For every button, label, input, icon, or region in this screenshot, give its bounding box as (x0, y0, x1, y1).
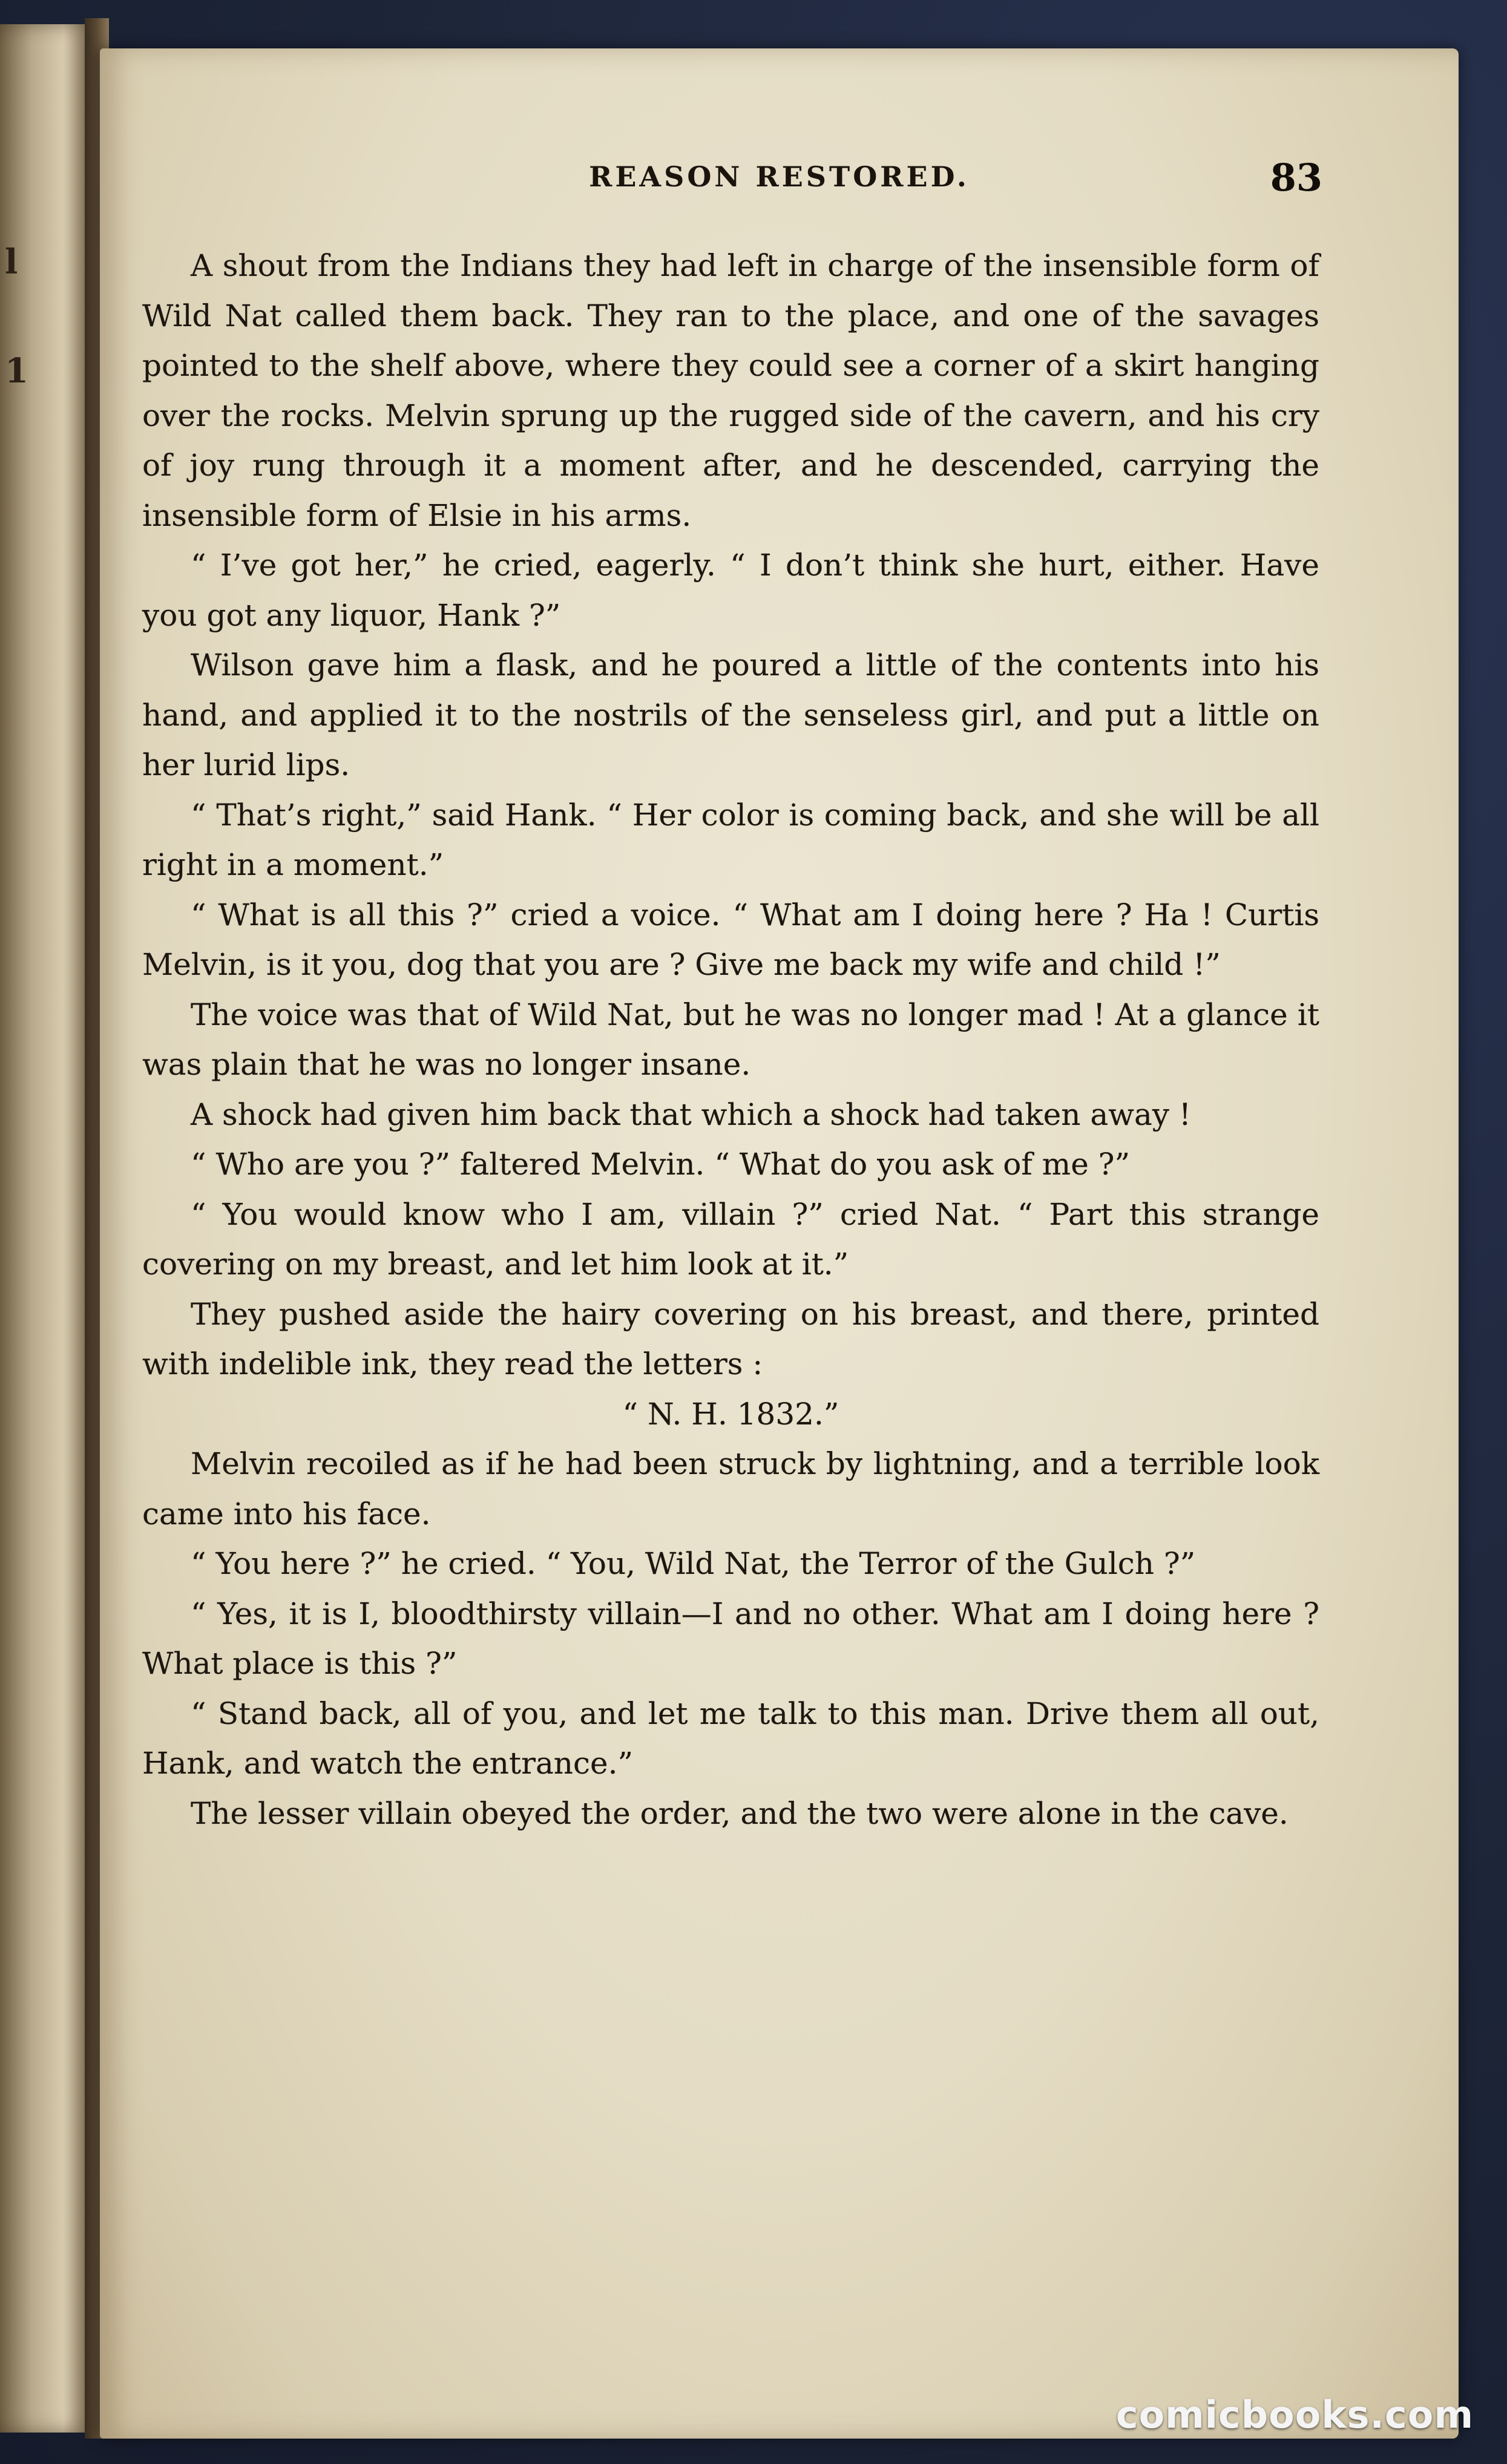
paragraph: “ What is all this ?” cried a voice. “ What am I doing here ? Ha ! Curtis Melvin, is it you, dog that you are ? Give me back my wife and child !” (142, 897, 1319, 982)
paragraph: Wilson gave him a flask, and he poured a little of the contents into his hand, and applied it to the nostrils of the senseless girl, and put a little on her lurid lips. (142, 647, 1319, 782)
paragraph: They pushed aside the hairy covering on his breast, and there, printed with indelible ink, they read the letters : (142, 1296, 1319, 1381)
paragraph: A shout from the Indians they had left in charge of the insensible form of Wild Nat called them back. They ran to the place, and one of the savages pointed to the shelf above, where they could see a corner of a skirt hanging over the rocks. Melvin sprung up the rugged side of the cavern, and his cry of joy rung through it a moment after, and he descended, carrying the insensible form of Elsie in his arms. (142, 248, 1319, 533)
paragraph: The voice was that of Wild Nat, but he was no longer mad ! At a glance it was plain that he was no longer insane. (142, 997, 1319, 1082)
facing-page-edge (0, 24, 91, 2433)
paragraph: A shock had given him back that which a shock had taken away ! (191, 1096, 1192, 1132)
facing-page-glyph: l (5, 242, 18, 282)
body-text (142, 241, 1319, 1838)
page-number: 83 (1270, 156, 1322, 200)
paragraph: “ I’ve got her,” he cried, eagerly. “ I don’t think she hurt, either. Have you got any liquor, Hank ?” (142, 548, 1319, 633)
paragraph: “ Who are you ?” faltered Melvin. “ What do you ask of me ?” (191, 1147, 1131, 1182)
running-head (100, 156, 1459, 215)
paragraph: “ Stand back, all of you, and let me talk to this man. Drive them all out, Hank, and watch the entrance.” (142, 1696, 1319, 1781)
site-watermark: comicbooks.com (1115, 2393, 1474, 2437)
paragraph: Melvin recoiled as if he had been struck by lightning, and a terrible look came into his face. (142, 1446, 1319, 1532)
paragraph: “ That’s right,” said Hank. “ Her color is coming back, and she will be all right in a moment.” (142, 797, 1319, 882)
inscription-line: “ N. H. 1832.” (622, 1396, 839, 1432)
paragraph: The lesser villain obeyed the order, and the two were alone in the cave. (191, 1795, 1289, 1831)
paragraph: “ You here ?” he cried. “ You, Wild Nat, the Terror of the Gulch ?” (191, 1546, 1196, 1581)
paragraph: “ You would know who I am, villain ?” cried Nat. “ Part this strange covering on my breast, and let him look at it.” (142, 1196, 1319, 1282)
facing-page-glyph: 1 (5, 351, 28, 391)
running-title: REASON RESTORED. (589, 160, 970, 193)
paragraph: “ Yes, it is I, bloodthirsty villain—I and no other. What am I doing here ? What place is this ?” (142, 1596, 1319, 1681)
book-page (100, 48, 1459, 2439)
